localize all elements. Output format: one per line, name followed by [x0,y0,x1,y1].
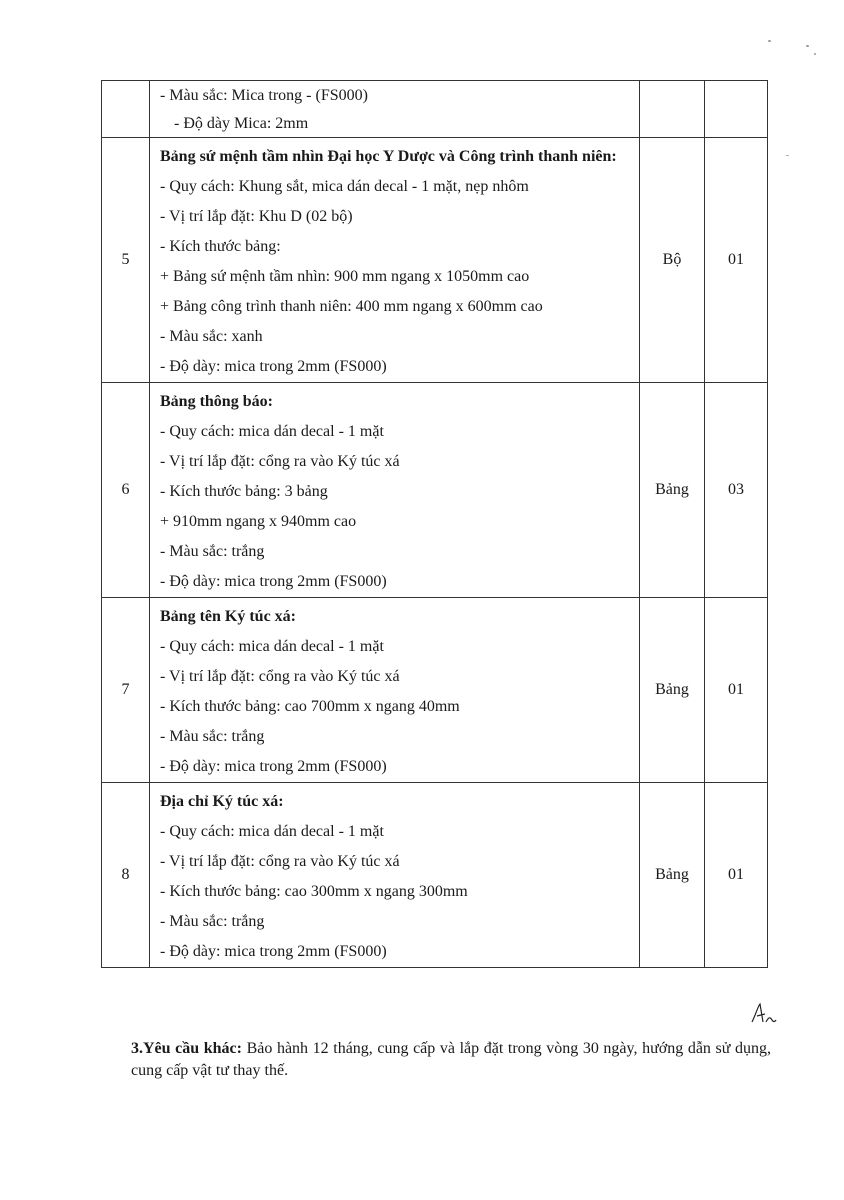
specification-table-body [102,81,768,968]
description-cell [150,783,640,968]
row-number-cell: 5 [102,138,150,383]
row-number-cell [102,81,150,138]
description-line: - Độ dày: mica trong 2mm (FS000) [160,943,387,960]
description-line: - Quy cách: mica dán decal - 1 mặt [160,823,384,840]
item-title: Bảng thông báo: [160,393,273,410]
quantity-cell: 01 [705,598,768,783]
unit-cell: Bộ [640,138,705,383]
description-line: - Quy cách: mica dán decal - 1 mặt [160,423,384,440]
table-row [102,138,768,383]
row-number-cell: 8 [102,783,150,968]
initials-signature [748,1000,778,1028]
specification-table [101,80,768,968]
description-cell [150,598,640,783]
other-requirements-text: Bảo hành 12 tháng, cung cấp và lắp đặt trong vòng 30 ngày, hướng dẫn sử dụng, cung cấp vật tư thay thế. [131,1040,772,1079]
description-line: - Kích thước bảng: cao 700mm x ngang 40mm [160,698,460,715]
description-line: + Bảng sứ mệnh tầm nhìn: 900 mm ngang x 1050mm cao [160,268,530,285]
description-line: - Vị trí lắp đặt: cổng ra vào Ký túc xá [160,453,400,470]
description-line: - Kích thước bảng: cao 300mm x ngang 300mm [160,883,468,900]
item-title: Bảng tên Ký túc xá: [160,608,296,625]
description-cell [150,81,640,138]
table-row [102,783,768,968]
quantity-cell: 01 [705,783,768,968]
description-line: - Màu sắc: trắng [160,913,265,930]
row-number-cell: 7 [102,598,150,783]
description-line: - Kích thước bảng: [160,238,281,255]
description-line: - Kích thước bảng: 3 bảng [160,483,328,500]
description-line: - Màu sắc: xanh [160,328,263,345]
row-number-cell: 6 [102,383,150,598]
other-requirements [131,1038,771,1082]
item-title: Bảng sứ mệnh tầm nhìn Đại học Y Dược và Công trình thanh niên: [160,148,617,165]
scan-speck [814,53,816,55]
quantity-cell: 03 [705,383,768,598]
description-line: - Quy cách: Khung sắt, mica dán decal - 1 mặt, nẹp nhôm [160,178,529,195]
description-line: - Độ dày: mica trong 2mm (FS000) [160,358,387,375]
description-line: - Màu sắc: trắng [160,543,265,560]
quantity-cell: 01 [705,138,768,383]
description-line: - Màu sắc: trắng [160,728,265,745]
table-row [102,598,768,783]
description-line: - Vị trí lắp đặt: Khu D (02 bộ) [160,208,353,225]
scan-speck [786,155,789,156]
other-requirements-label: 3.Yêu cầu khác: [131,1040,242,1057]
description-line: - Vị trí lắp đặt: cổng ra vào Ký túc xá [160,668,400,685]
description-line: - Quy cách: mica dán decal - 1 mặt [160,638,384,655]
description-cell [150,383,640,598]
table-row [102,383,768,598]
description-cell [150,138,640,383]
description-line: + 910mm ngang x 940mm cao [160,513,357,530]
description-line: - Độ dày: mica trong 2mm (FS000) [160,758,387,775]
quantity-cell [705,81,768,138]
table-row-continued [102,81,768,138]
unit-cell [640,81,705,138]
scan-speck [806,45,809,47]
unit-cell: Bảng [640,383,705,598]
scan-speck [768,40,771,42]
unit-cell: Bảng [640,598,705,783]
description-line: - Vị trí lắp đặt: cổng ra vào Ký túc xá [160,853,400,870]
description-line: - Màu sắc: Mica trong - (FS000) [160,87,368,104]
description-line: - Độ dày: mica trong 2mm (FS000) [160,573,387,590]
unit-cell: Bảng [640,783,705,968]
description-line: - Độ dày Mica: 2mm [174,115,309,132]
description-line: + Bảng công trình thanh niên: 400 mm ngang x 600mm cao [160,298,543,315]
item-title: Địa chỉ Ký túc xá: [160,793,284,810]
